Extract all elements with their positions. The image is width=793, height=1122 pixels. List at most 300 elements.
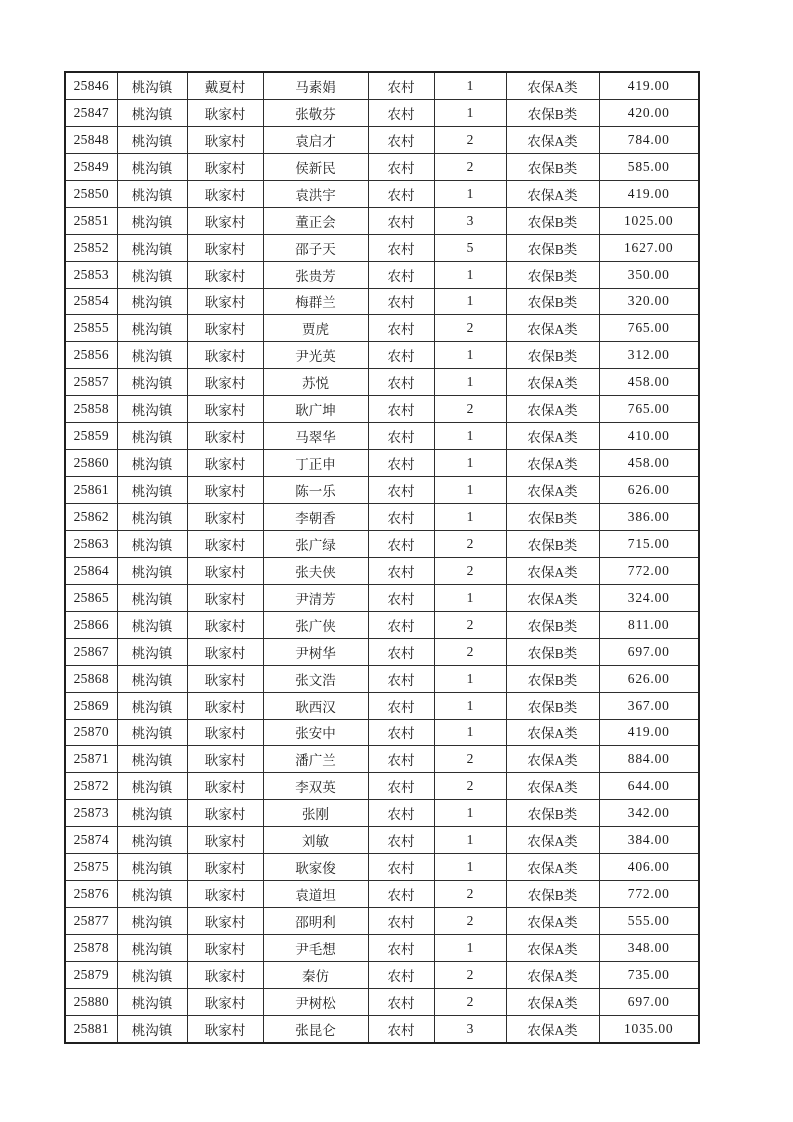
cell-amount: 765.00 — [599, 315, 699, 342]
cell-person-name: 尹树华 — [263, 638, 368, 665]
cell-amount: 312.00 — [599, 342, 699, 369]
cell-amount: 1627.00 — [599, 234, 699, 261]
cell-record-id: 25865 — [65, 584, 117, 611]
cell-amount: 626.00 — [599, 665, 699, 692]
cell-record-id: 25874 — [65, 827, 117, 854]
table-row — [65, 800, 699, 827]
cell-town: 桃沟镇 — [117, 1015, 187, 1042]
cell-town: 桃沟镇 — [117, 450, 187, 477]
cell-person-name: 苏悦 — [263, 369, 368, 396]
cell-insurance-category: 农保B类 — [506, 99, 599, 126]
cell-person-name: 陈一乐 — [263, 477, 368, 504]
cell-village: 耿家村 — [187, 234, 263, 261]
cell-village: 耿家村 — [187, 961, 263, 988]
cell-person-count: 1 — [434, 261, 506, 288]
cell-person-name: 袁洪宇 — [263, 180, 368, 207]
cell-town: 桃沟镇 — [117, 557, 187, 584]
cell-person-count: 5 — [434, 234, 506, 261]
cell-residence-type: 农村 — [368, 288, 434, 315]
cell-insurance-category: 农保B类 — [506, 504, 599, 531]
cell-person-count: 2 — [434, 611, 506, 638]
cell-residence-type: 农村 — [368, 342, 434, 369]
cell-record-id: 25847 — [65, 99, 117, 126]
cell-person-count: 2 — [434, 881, 506, 908]
cell-amount: 697.00 — [599, 638, 699, 665]
cell-residence-type: 农村 — [368, 988, 434, 1015]
cell-record-id: 25850 — [65, 180, 117, 207]
cell-insurance-category: 农保A类 — [506, 935, 599, 962]
table-row — [65, 908, 699, 935]
cell-person-name: 尹光英 — [263, 342, 368, 369]
cell-village: 耿家村 — [187, 261, 263, 288]
cell-insurance-category: 农保B类 — [506, 881, 599, 908]
cell-insurance-category: 农保A类 — [506, 773, 599, 800]
cell-insurance-category: 农保A类 — [506, 477, 599, 504]
table-row — [65, 99, 699, 126]
cell-village: 耿家村 — [187, 908, 263, 935]
table-row — [65, 611, 699, 638]
cell-residence-type: 农村 — [368, 665, 434, 692]
cell-amount: 697.00 — [599, 988, 699, 1015]
table-row — [65, 207, 699, 234]
cell-amount: 419.00 — [599, 180, 699, 207]
cell-village: 耿家村 — [187, 207, 263, 234]
cell-person-name: 马素娟 — [263, 72, 368, 99]
cell-insurance-category: 农保B类 — [506, 288, 599, 315]
cell-record-id: 25848 — [65, 126, 117, 153]
cell-person-count: 1 — [434, 477, 506, 504]
cell-person-name: 张敬芬 — [263, 99, 368, 126]
table-row — [65, 935, 699, 962]
cell-amount: 320.00 — [599, 288, 699, 315]
table-body — [65, 72, 699, 1043]
cell-amount: 350.00 — [599, 261, 699, 288]
cell-residence-type: 农村 — [368, 315, 434, 342]
cell-record-id: 25876 — [65, 881, 117, 908]
cell-amount: 1025.00 — [599, 207, 699, 234]
cell-residence-type: 农村 — [368, 396, 434, 423]
cell-person-name: 秦仿 — [263, 961, 368, 988]
cell-person-name: 李朝香 — [263, 504, 368, 531]
cell-insurance-category: 农保A类 — [506, 450, 599, 477]
cell-person-count: 2 — [434, 961, 506, 988]
cell-town: 桃沟镇 — [117, 665, 187, 692]
cell-town: 桃沟镇 — [117, 396, 187, 423]
table-row — [65, 396, 699, 423]
cell-person-count: 1 — [434, 423, 506, 450]
table-row — [65, 450, 699, 477]
cell-village: 耿家村 — [187, 638, 263, 665]
cell-insurance-category: 农保B类 — [506, 638, 599, 665]
cell-amount: 772.00 — [599, 881, 699, 908]
table-row — [65, 261, 699, 288]
cell-residence-type: 农村 — [368, 72, 434, 99]
cell-town: 桃沟镇 — [117, 800, 187, 827]
cell-amount: 386.00 — [599, 504, 699, 531]
cell-record-id: 25872 — [65, 773, 117, 800]
cell-amount: 644.00 — [599, 773, 699, 800]
cell-person-count: 2 — [434, 153, 506, 180]
cell-town: 桃沟镇 — [117, 611, 187, 638]
cell-person-count: 1 — [434, 665, 506, 692]
cell-record-id: 25877 — [65, 908, 117, 935]
cell-insurance-category: 农保B类 — [506, 665, 599, 692]
cell-village: 耿家村 — [187, 396, 263, 423]
cell-amount: 324.00 — [599, 584, 699, 611]
table-row — [65, 692, 699, 719]
cell-town: 桃沟镇 — [117, 827, 187, 854]
cell-residence-type: 农村 — [368, 746, 434, 773]
cell-person-count: 1 — [434, 450, 506, 477]
table-row — [65, 504, 699, 531]
table-row — [65, 988, 699, 1015]
cell-insurance-category: 农保A类 — [506, 961, 599, 988]
cell-person-name: 耿家俊 — [263, 854, 368, 881]
cell-town: 桃沟镇 — [117, 719, 187, 746]
cell-insurance-category: 农保A类 — [506, 988, 599, 1015]
cell-town: 桃沟镇 — [117, 423, 187, 450]
cell-person-name: 张贵芳 — [263, 261, 368, 288]
cell-amount: 384.00 — [599, 827, 699, 854]
cell-record-id: 25853 — [65, 261, 117, 288]
cell-record-id: 25866 — [65, 611, 117, 638]
cell-person-count: 2 — [434, 557, 506, 584]
cell-village: 耿家村 — [187, 288, 263, 315]
cell-person-count: 1 — [434, 692, 506, 719]
cell-record-id: 25864 — [65, 557, 117, 584]
cell-person-count: 1 — [434, 99, 506, 126]
cell-town: 桃沟镇 — [117, 935, 187, 962]
cell-village: 耿家村 — [187, 827, 263, 854]
cell-residence-type: 农村 — [368, 530, 434, 557]
cell-village: 戴夏村 — [187, 72, 263, 99]
table-row — [65, 557, 699, 584]
cell-amount: 410.00 — [599, 423, 699, 450]
cell-residence-type: 农村 — [368, 369, 434, 396]
cell-town: 桃沟镇 — [117, 153, 187, 180]
cell-insurance-category: 农保A类 — [506, 72, 599, 99]
cell-insurance-category: 农保A类 — [506, 746, 599, 773]
table-row — [65, 423, 699, 450]
cell-amount: 419.00 — [599, 72, 699, 99]
cell-person-count: 2 — [434, 396, 506, 423]
cell-amount: 585.00 — [599, 153, 699, 180]
cell-residence-type: 农村 — [368, 180, 434, 207]
cell-person-name: 邵子天 — [263, 234, 368, 261]
cell-town: 桃沟镇 — [117, 99, 187, 126]
cell-residence-type: 农村 — [368, 450, 434, 477]
cell-person-name: 张文浩 — [263, 665, 368, 692]
table-row — [65, 153, 699, 180]
cell-amount: 420.00 — [599, 99, 699, 126]
cell-insurance-category: 农保B类 — [506, 261, 599, 288]
cell-town: 桃沟镇 — [117, 180, 187, 207]
cell-record-id: 25859 — [65, 423, 117, 450]
cell-amount: 784.00 — [599, 126, 699, 153]
cell-residence-type: 农村 — [368, 611, 434, 638]
cell-person-name: 张夫侠 — [263, 557, 368, 584]
cell-person-name: 尹毛想 — [263, 935, 368, 962]
cell-residence-type: 农村 — [368, 584, 434, 611]
table-row — [65, 342, 699, 369]
cell-village: 耿家村 — [187, 342, 263, 369]
table-row — [65, 881, 699, 908]
cell-residence-type: 农村 — [368, 692, 434, 719]
cell-village: 耿家村 — [187, 746, 263, 773]
cell-residence-type: 农村 — [368, 153, 434, 180]
cell-residence-type: 农村 — [368, 854, 434, 881]
table-row — [65, 719, 699, 746]
cell-insurance-category: 农保A类 — [506, 557, 599, 584]
cell-village: 耿家村 — [187, 665, 263, 692]
cell-person-count: 1 — [434, 180, 506, 207]
cell-insurance-category: 农保A类 — [506, 908, 599, 935]
cell-person-count: 1 — [434, 369, 506, 396]
cell-village: 耿家村 — [187, 180, 263, 207]
cell-person-name: 侯新民 — [263, 153, 368, 180]
cell-record-id: 25871 — [65, 746, 117, 773]
cell-record-id: 25875 — [65, 854, 117, 881]
cell-amount: 555.00 — [599, 908, 699, 935]
cell-residence-type: 农村 — [368, 800, 434, 827]
cell-person-name: 刘敏 — [263, 827, 368, 854]
cell-person-count: 2 — [434, 638, 506, 665]
cell-record-id: 25856 — [65, 342, 117, 369]
cell-amount: 765.00 — [599, 396, 699, 423]
cell-person-count: 2 — [434, 746, 506, 773]
cell-village: 耿家村 — [187, 153, 263, 180]
cell-village: 耿家村 — [187, 719, 263, 746]
table-row — [65, 746, 699, 773]
cell-residence-type: 农村 — [368, 477, 434, 504]
cell-insurance-category: 农保A类 — [506, 1015, 599, 1042]
cell-person-name: 张昆仑 — [263, 1015, 368, 1042]
table-row — [65, 638, 699, 665]
cell-insurance-category: 农保B类 — [506, 530, 599, 557]
cell-person-count: 2 — [434, 315, 506, 342]
cell-insurance-category: 农保A类 — [506, 315, 599, 342]
cell-residence-type: 农村 — [368, 99, 434, 126]
cell-person-count: 3 — [434, 1015, 506, 1042]
cell-village: 耿家村 — [187, 99, 263, 126]
cell-town: 桃沟镇 — [117, 369, 187, 396]
cell-town: 桃沟镇 — [117, 746, 187, 773]
cell-person-name: 袁道坦 — [263, 881, 368, 908]
cell-record-id: 25854 — [65, 288, 117, 315]
cell-village: 耿家村 — [187, 988, 263, 1015]
cell-record-id: 25870 — [65, 719, 117, 746]
cell-record-id: 25857 — [65, 369, 117, 396]
cell-insurance-category: 农保A类 — [506, 126, 599, 153]
table-row — [65, 234, 699, 261]
cell-village: 耿家村 — [187, 773, 263, 800]
table-row — [65, 530, 699, 557]
cell-town: 桃沟镇 — [117, 477, 187, 504]
cell-residence-type: 农村 — [368, 719, 434, 746]
cell-village: 耿家村 — [187, 692, 263, 719]
cell-village: 耿家村 — [187, 584, 263, 611]
cell-amount: 406.00 — [599, 854, 699, 881]
cell-person-name: 耿西汉 — [263, 692, 368, 719]
cell-record-id: 25858 — [65, 396, 117, 423]
cell-village: 耿家村 — [187, 504, 263, 531]
cell-insurance-category: 农保B类 — [506, 153, 599, 180]
cell-village: 耿家村 — [187, 369, 263, 396]
cell-village: 耿家村 — [187, 611, 263, 638]
cell-record-id: 25863 — [65, 530, 117, 557]
cell-village: 耿家村 — [187, 450, 263, 477]
cell-insurance-category: 农保A类 — [506, 719, 599, 746]
cell-amount: 348.00 — [599, 935, 699, 962]
cell-amount: 715.00 — [599, 530, 699, 557]
cell-person-count: 1 — [434, 719, 506, 746]
cell-person-count: 1 — [434, 342, 506, 369]
cell-record-id: 25861 — [65, 477, 117, 504]
table-row — [65, 665, 699, 692]
cell-village: 耿家村 — [187, 935, 263, 962]
cell-insurance-category: 农保A类 — [506, 369, 599, 396]
cell-town: 桃沟镇 — [117, 773, 187, 800]
cell-residence-type: 农村 — [368, 827, 434, 854]
cell-village: 耿家村 — [187, 315, 263, 342]
cell-village: 耿家村 — [187, 557, 263, 584]
cell-residence-type: 农村 — [368, 881, 434, 908]
cell-person-name: 马翠华 — [263, 423, 368, 450]
cell-person-name: 贾虎 — [263, 315, 368, 342]
cell-amount: 884.00 — [599, 746, 699, 773]
cell-town: 桃沟镇 — [117, 72, 187, 99]
cell-town: 桃沟镇 — [117, 207, 187, 234]
cell-person-count: 1 — [434, 935, 506, 962]
cell-amount: 458.00 — [599, 369, 699, 396]
cell-person-count: 1 — [434, 800, 506, 827]
cell-residence-type: 农村 — [368, 207, 434, 234]
table-row — [65, 477, 699, 504]
cell-residence-type: 农村 — [368, 504, 434, 531]
cell-insurance-category: 农保B类 — [506, 234, 599, 261]
cell-village: 耿家村 — [187, 530, 263, 557]
cell-insurance-category: 农保B类 — [506, 611, 599, 638]
cell-person-count: 1 — [434, 584, 506, 611]
table-row — [65, 854, 699, 881]
cell-person-count: 1 — [434, 288, 506, 315]
cell-town: 桃沟镇 — [117, 854, 187, 881]
table-row — [65, 773, 699, 800]
table-row — [65, 288, 699, 315]
cell-record-id: 25849 — [65, 153, 117, 180]
cell-person-count: 1 — [434, 827, 506, 854]
cell-person-name: 邵明利 — [263, 908, 368, 935]
cell-person-name: 梅群兰 — [263, 288, 368, 315]
table-row — [65, 126, 699, 153]
cell-record-id: 25878 — [65, 935, 117, 962]
benefits-table — [64, 71, 700, 1044]
cell-town: 桃沟镇 — [117, 288, 187, 315]
cell-insurance-category: 农保B类 — [506, 692, 599, 719]
cell-town: 桃沟镇 — [117, 342, 187, 369]
table-row — [65, 1015, 699, 1042]
cell-person-count: 1 — [434, 854, 506, 881]
cell-person-count: 3 — [434, 207, 506, 234]
cell-town: 桃沟镇 — [117, 638, 187, 665]
table-row — [65, 584, 699, 611]
cell-residence-type: 农村 — [368, 961, 434, 988]
cell-insurance-category: 农保B类 — [506, 207, 599, 234]
cell-residence-type: 农村 — [368, 423, 434, 450]
cell-amount: 772.00 — [599, 557, 699, 584]
cell-person-count: 1 — [434, 504, 506, 531]
cell-amount: 342.00 — [599, 800, 699, 827]
cell-insurance-category: 农保A类 — [506, 396, 599, 423]
cell-person-count: 2 — [434, 773, 506, 800]
cell-insurance-category: 农保A类 — [506, 423, 599, 450]
cell-person-name: 尹树松 — [263, 988, 368, 1015]
cell-insurance-category: 农保A类 — [506, 854, 599, 881]
cell-record-id: 25880 — [65, 988, 117, 1015]
table-row — [65, 180, 699, 207]
cell-town: 桃沟镇 — [117, 234, 187, 261]
cell-person-name: 丁正申 — [263, 450, 368, 477]
cell-residence-type: 农村 — [368, 773, 434, 800]
cell-town: 桃沟镇 — [117, 961, 187, 988]
cell-record-id: 25855 — [65, 315, 117, 342]
cell-residence-type: 农村 — [368, 935, 434, 962]
cell-record-id: 25860 — [65, 450, 117, 477]
cell-insurance-category: 农保B类 — [506, 800, 599, 827]
cell-record-id: 25869 — [65, 692, 117, 719]
cell-residence-type: 农村 — [368, 126, 434, 153]
cell-record-id: 25867 — [65, 638, 117, 665]
cell-person-name: 张刚 — [263, 800, 368, 827]
table-row — [65, 72, 699, 99]
cell-insurance-category: 农保A类 — [506, 584, 599, 611]
cell-town: 桃沟镇 — [117, 584, 187, 611]
cell-town: 桃沟镇 — [117, 126, 187, 153]
table-row — [65, 369, 699, 396]
table-row — [65, 961, 699, 988]
cell-insurance-category: 农保A类 — [506, 827, 599, 854]
cell-town: 桃沟镇 — [117, 908, 187, 935]
cell-record-id: 25873 — [65, 800, 117, 827]
cell-residence-type: 农村 — [368, 1015, 434, 1042]
cell-record-id: 25851 — [65, 207, 117, 234]
cell-amount: 626.00 — [599, 477, 699, 504]
cell-amount: 367.00 — [599, 692, 699, 719]
cell-village: 耿家村 — [187, 854, 263, 881]
cell-residence-type: 农村 — [368, 234, 434, 261]
cell-person-name: 潘广兰 — [263, 746, 368, 773]
cell-amount: 419.00 — [599, 719, 699, 746]
cell-village: 耿家村 — [187, 126, 263, 153]
cell-record-id: 25852 — [65, 234, 117, 261]
table-row — [65, 315, 699, 342]
cell-village: 耿家村 — [187, 423, 263, 450]
cell-residence-type: 农村 — [368, 261, 434, 288]
cell-person-count: 1 — [434, 72, 506, 99]
cell-village: 耿家村 — [187, 800, 263, 827]
cell-person-name: 董正会 — [263, 207, 368, 234]
cell-person-name: 尹清芳 — [263, 584, 368, 611]
cell-person-name: 袁启才 — [263, 126, 368, 153]
cell-person-count: 2 — [434, 988, 506, 1015]
cell-village: 耿家村 — [187, 477, 263, 504]
cell-person-count: 2 — [434, 530, 506, 557]
cell-record-id: 25868 — [65, 665, 117, 692]
cell-town: 桃沟镇 — [117, 530, 187, 557]
cell-person-name: 耿广坤 — [263, 396, 368, 423]
cell-record-id: 25879 — [65, 961, 117, 988]
cell-person-name: 张安中 — [263, 719, 368, 746]
